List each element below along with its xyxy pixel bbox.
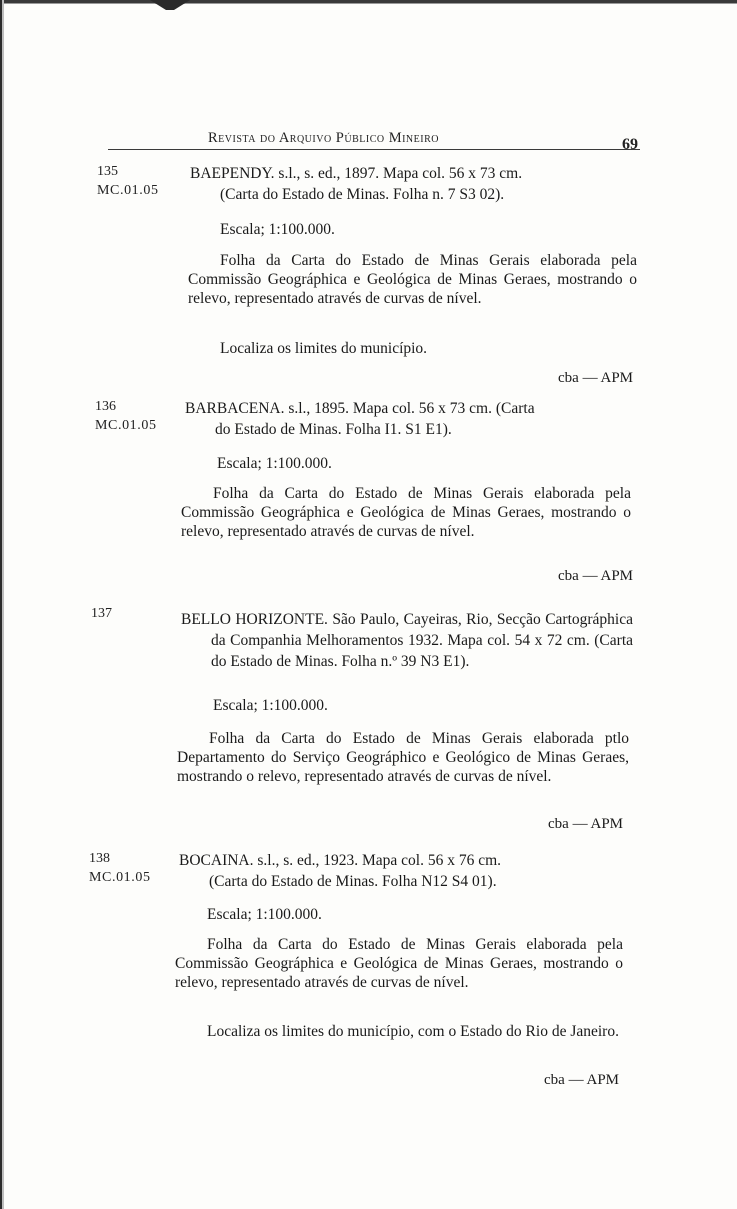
entry-code: MC.01.05 [95,418,157,433]
entry-number: 136 [95,399,116,414]
entry-number: 135 [97,164,118,179]
entry-title-continuation: do Estado de Minas. Folha I1. S1 E1). [215,421,452,438]
header-rule [108,149,640,150]
entry-title-lead: BARBACENA. s.l., 1895. Mapa col. 56 x 73 cm. (Carta [185,400,535,417]
entry-description: Folha da Carta do Estado de Minas Gerais elaborada pela Commissão Geográphica e Geológica de Minas Geraes, mostrando o relevo, representado através de curvas de nível. [188,252,637,307]
entry-title-continuation: (Carta do Estado de Minas. Folha n. 7 S3 02). [220,186,505,203]
catalog-entry-138 [85,850,645,1100]
entry-title-lead: BAEPENDY. s.l., s. ed., 1897. Mapa col. 56 x 73 cm. [190,165,523,182]
entry-title: BELLO HORIZONTE. São Paulo, Cayeiras, Rio, Secção Cartográphica da Companhia Melhoramentos 1932. Mapa col. 54 x 72 cm. (Carta do Estado de Minas. Folha n.º 39 N3 E1). [181,611,633,670]
entry-number: 138 [89,851,110,866]
entry-source: cba — APM [544,1072,619,1088]
entry-description: Folha da Carta do Estado de Minas Gerais elaborada ptlo Departamento do Serviço Geográphico e Geológico de Minas Geraes, mostrando o relevo, representado através de curvas de nível. [177,730,629,785]
entry-source: cba — APM [548,816,623,832]
page-number: 69 [622,136,638,153]
entry-title-lead: BOCAINA. s.l., s. ed., 1923. Mapa col. 56 x 76 cm. [179,852,502,869]
entry-number: 137 [91,606,112,621]
entry-title [190,163,637,205]
entry-note: Localiza os limites do município, com o Estado do Rio de Janeiro. [207,1023,619,1040]
entry-description: Folha da Carta do Estado de Minas Gerais elaborada pela Commissão Geográphica e Geológica de Minas Geraes, mostrando o relevo, representado através de curvas de nível. [181,485,631,540]
scan-left-edge [0,0,6,1209]
entry-source: cba — APM [558,370,633,386]
entry-code: MC.01.05 [97,183,159,198]
page-header [108,124,642,154]
entry-title [179,850,631,892]
entry-scale: Escala; 1:100.000. [213,697,328,714]
entry-code: MC.01.05 [89,870,151,885]
catalog-entry-136 [85,398,645,588]
entry-source: cba — APM [558,568,633,584]
entry-note: Localiza os limites do município. [220,340,428,357]
entry-title-continuation: (Carta do Estado de Minas. Folha N12 S4 01). [209,873,497,890]
entry-scale: Escala; 1:100.000. [207,906,322,923]
entry-title [185,398,637,440]
entry-scale: Escala; 1:100.000. [220,221,335,238]
entry-description: Folha da Carta do Estado de Minas Gerais elaborada pela Commissão Geográphica e Geológica de Minas Geraes, mostrando o relevo, representado através de curvas de nível. [175,936,623,991]
scan-top-edge [0,0,737,14]
entry-scale: Escala; 1:100.000. [217,455,332,472]
running-title: Revista do Arquivo Público Mineiro [208,130,439,146]
catalog-entry-137 [85,605,645,835]
catalog-entry-135 [85,163,645,393]
